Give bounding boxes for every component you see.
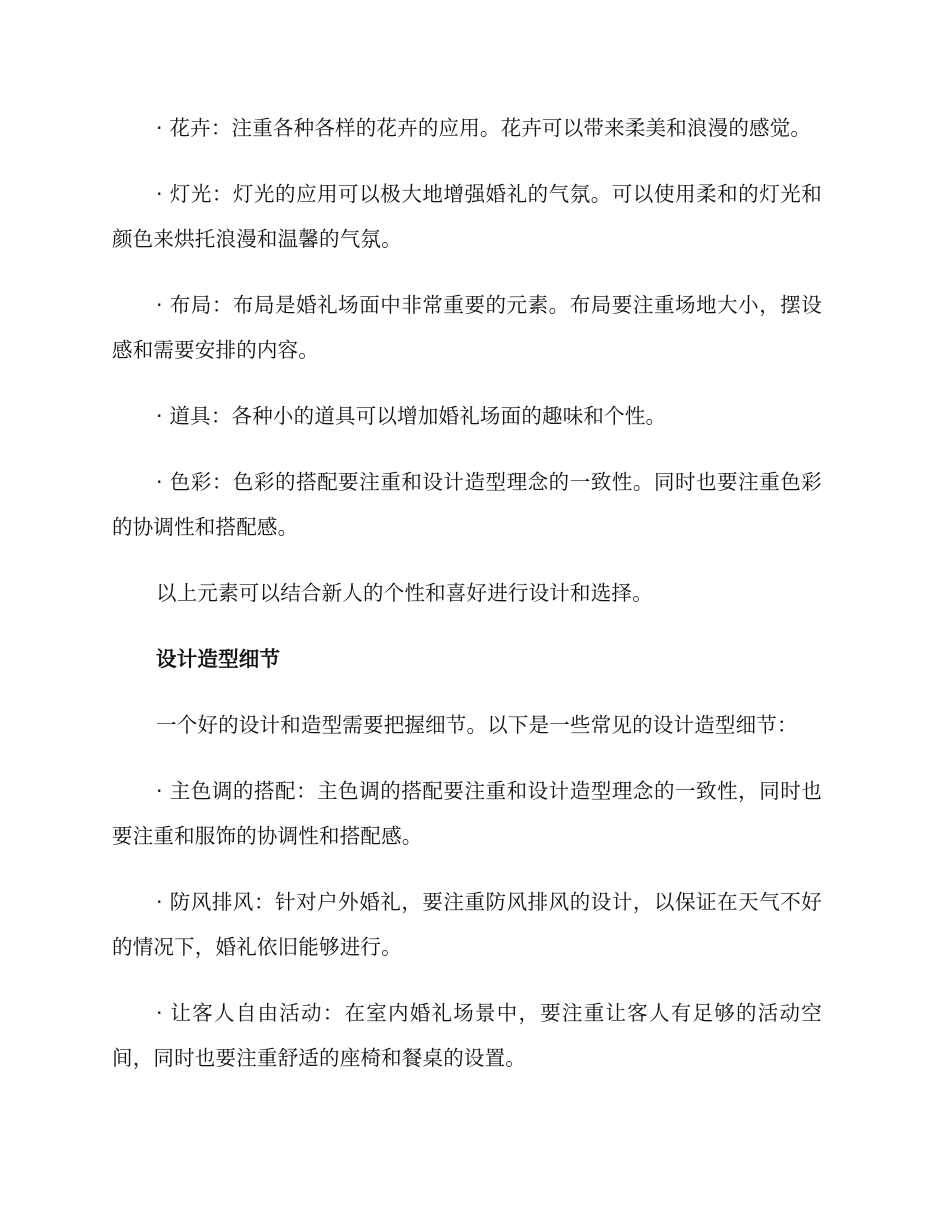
bullet-color: · 色彩：色彩的搭配要注重和设计造型理念的一致性。同时也要注重色彩的协调性和搭配感。 bbox=[112, 470, 822, 539]
section-intro: 一个好的设计和造型需要把握细节。以下是一些常见的设计造型细节： bbox=[156, 713, 798, 737]
summary-paragraph: 以上元素可以结合新人的个性和喜好进行设计和选择。 bbox=[156, 581, 653, 605]
bullet-guest-activity: · 让客人自由活动：在室内婚礼场景中，要注重让客人有足够的活动空间，同时也要注重舒适的座椅和餐桌的设置。 bbox=[112, 1001, 822, 1070]
bullet-flowers: · 花卉：注重各种各样的花卉的应用。花卉可以带来柔美和浪漫的感觉。 bbox=[156, 116, 812, 140]
bullet-wind-protection: · 防风排风：针对户外婚礼，要注重防风排风的设计，以保证在天气不好的情况下，婚礼依旧能够进行。 bbox=[112, 890, 822, 959]
document-page bbox=[112, 106, 822, 1102]
section-heading: 设计造型细节 bbox=[156, 647, 281, 671]
bullet-props: · 道具：各种小的道具可以增加婚礼场面的趣味和个性。 bbox=[156, 404, 667, 428]
bullet-main-tone: · 主色调的搭配：主色调的搭配要注重和设计造型理念的一致性，同时也要注重和服饰的协调性和搭配感。 bbox=[112, 779, 822, 848]
bullet-lighting: · 灯光：灯光的应用可以极大地增强婚礼的气氛。可以使用柔和的灯光和颜色来烘托浪漫和温馨的气氛。 bbox=[112, 182, 822, 251]
bullet-layout: · 布局：布局是婚礼场面中非常重要的元素。布局要注重场地大小，摆设感和需要安排的内容。 bbox=[112, 293, 822, 362]
